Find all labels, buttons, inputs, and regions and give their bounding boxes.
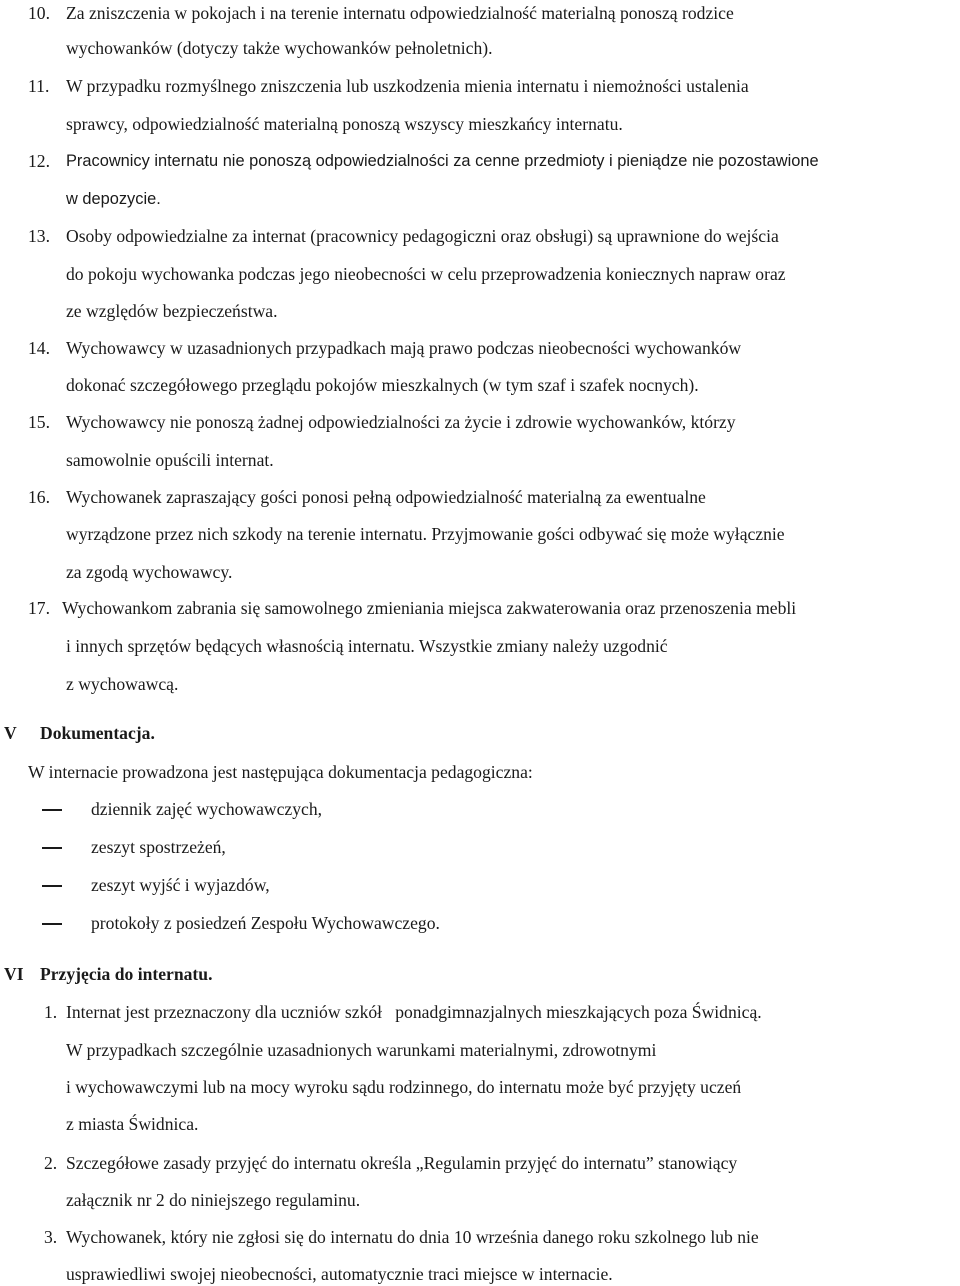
- bullet-item: zeszyt spostrzeżeń,: [91, 837, 226, 857]
- section-numeral: V: [4, 723, 17, 743]
- item-text-line: wyrządzone przez nich szkody na terenie internatu. Przyjmowanie gości odbywać się może wyłącznie: [66, 524, 785, 544]
- item-text-line: usprawiedliwi swojej nieobecności, automatycznie traci miejsce w internacie.: [66, 1264, 613, 1284]
- item-number: 12.: [28, 151, 50, 171]
- item-text-line: sprawcy, odpowiedzialność materialną ponoszą wszyscy mieszkańcy internatu.: [66, 114, 623, 134]
- item-text-line: Osoby odpowiedzialne za internat (pracownicy pedagogiczni oraz obsługi) są uprawnione do wejścia: [66, 226, 779, 246]
- item-number: 1.: [44, 1002, 58, 1022]
- item-number: 17.: [28, 598, 50, 618]
- section-intro: W internacie prowadzona jest następująca dokumentacja pedagogiczna:: [28, 762, 533, 782]
- item-text-line: do pokoju wychowanka podczas jego nieobecności w celu przeprowadzenia koniecznych napraw oraz: [66, 264, 786, 284]
- dash-bullet-icon: [42, 923, 62, 925]
- item-text-line: Szczegółowe zasady przyjęć do internatu określa „Regulamin przyjęć do internatu” stanowiący: [66, 1153, 738, 1173]
- item-number: 11.: [28, 76, 50, 96]
- dash-bullet-icon: [42, 847, 62, 849]
- dash-bullet-icon: [42, 809, 62, 811]
- item-text-line: W przypadkach szczególnie uzasadnionych warunkami materialnymi, zdrowotnymi: [66, 1040, 657, 1060]
- item-number: 2.: [44, 1153, 58, 1173]
- item-text-line: i innych sprzętów będących własnością internatu. Wszystkie zmiany należy uzgodnić: [66, 636, 668, 656]
- item-text-line: dokonać szczegółowego przeglądu pokojów mieszkalnych (w tym szaf i szafek nocnych).: [66, 375, 699, 395]
- item-text-line: Pracownicy internatu nie ponoszą odpowiedzialności za cenne przedmioty i pieniądze nie pozostawione: [66, 152, 819, 170]
- item-text-line: W przypadku rozmyślnego zniszczenia lub uszkodzenia mienia internatu i niemożności ustalenia: [66, 76, 749, 96]
- dash-bullet-icon: [42, 885, 62, 887]
- item-text-line: Wychowankom zabrania się samowolnego zmieniania miejsca zakwaterowania oraz przenoszenia mebli: [62, 598, 797, 618]
- bullet-item: protokoły z posiedzeń Zespołu Wychowawczego.: [91, 913, 440, 933]
- item-text-line: i wychowawczymi lub na mocy wyroku sądu rodzinnego, do internatu może być przyjęty uczeń: [66, 1077, 742, 1097]
- item-number: 15.: [28, 412, 50, 432]
- item-text-line: Wychowawcy w uzasadnionych przypadkach mają prawo podczas nieobecności wychowanków: [66, 338, 742, 358]
- section-numeral: VI: [4, 964, 24, 984]
- item-text-line: Internat jest przeznaczony dla uczniów szkół ponadgimnazjalnych mieszkających poza Świdnicą.: [66, 1002, 762, 1022]
- item-text-line: ze względów bezpieczeństwa.: [66, 301, 278, 321]
- section-title: Dokumentacja.: [40, 723, 155, 743]
- item-number: 10.: [28, 3, 50, 23]
- item-text-line: z wychowawcą.: [66, 674, 179, 694]
- item-text-line: samowolnie opuścili internat.: [66, 450, 274, 470]
- item-number: 13.: [28, 226, 50, 246]
- item-text-line: Wychowawcy nie ponoszą żadnej odpowiedzialności za życie i zdrowie wychowanków, którzy: [66, 412, 736, 432]
- item-text-line: w depozycie.: [66, 190, 161, 208]
- bullet-item: dziennik zajęć wychowawczych,: [91, 799, 323, 819]
- item-number: 3.: [44, 1227, 58, 1247]
- item-text-line: za zgodą wychowawcy.: [66, 562, 233, 582]
- item-text-line: z miasta Świdnica.: [66, 1114, 199, 1134]
- item-number: 16.: [28, 487, 50, 507]
- item-number: 14.: [28, 338, 50, 358]
- bullet-item: zeszyt wyjść i wyjazdów,: [91, 875, 270, 895]
- item-text-line: załącznik nr 2 do niniejszego regulaminu.: [66, 1190, 361, 1210]
- item-text-line: Wychowanek zapraszający gości ponosi pełną odpowiedzialność materialną za ewentualne: [66, 487, 706, 507]
- item-text-line: wychowanków (dotyczy także wychowanków pełnoletnich).: [66, 38, 493, 58]
- item-text-line: Za zniszczenia w pokojach i na terenie internatu odpowiedzialność materialną ponoszą rodzice: [66, 3, 734, 23]
- item-text-line: Wychowanek, który nie zgłosi się do internatu do dnia 10 września danego roku szkolnego lub nie: [66, 1227, 759, 1247]
- section-title: Przyjęcia do internatu.: [40, 964, 213, 984]
